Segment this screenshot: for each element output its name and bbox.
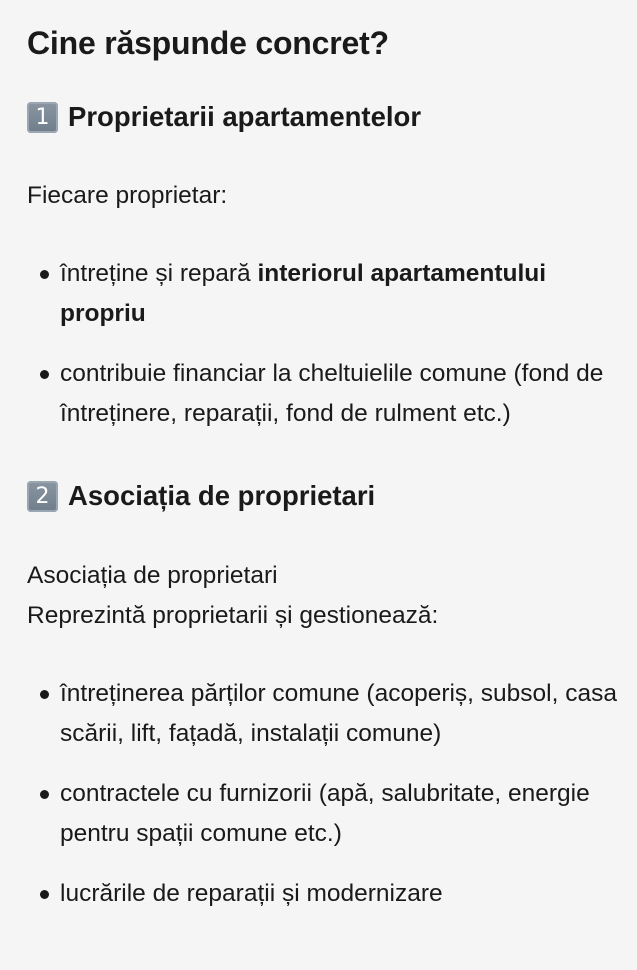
section-heading-owners — [27, 95, 617, 139]
section-intro: Fiecare proprietar: — [27, 182, 228, 209]
association-list — [27, 674, 617, 914]
list-item: lucrările de reparații și modernizare — [27, 874, 617, 914]
list-item-text: întreține și repară — [60, 260, 258, 287]
document-content — [27, 18, 617, 914]
list-item-bold-text: interiorul apartamentului propriu — [60, 260, 547, 327]
section-intro — [27, 556, 617, 636]
section-heading-label: Asociația de proprietari — [68, 480, 376, 511]
section-heading-label: Proprietarii apartamentelor — [68, 101, 422, 132]
section-heading-association — [27, 474, 617, 518]
keycap-digit-two-icon: 2 — [27, 481, 58, 512]
owners-list — [27, 254, 617, 434]
keycap-digit-one-icon: 1 — [27, 102, 58, 133]
list-item — [27, 254, 617, 334]
list-item: contractele cu furnizorii (apă, salubritate, energie pentru spații comune etc.) — [27, 774, 617, 854]
page-title: Cine răspunde concret? — [27, 25, 389, 61]
intro-line: Asociația de proprietari — [27, 562, 278, 589]
list-item: întreținerea părților comune (acoperiș, subsol, casa scării, lift, fațadă, instalații comune) — [27, 674, 617, 754]
list-item-text: contribuie financiar la cheltuielile comune (fond de întreținere, reparații, fond de rulment etc.) — [60, 360, 604, 427]
intro-line: Reprezintă proprietarii și gestionează: — [27, 602, 439, 629]
list-item — [27, 354, 617, 434]
